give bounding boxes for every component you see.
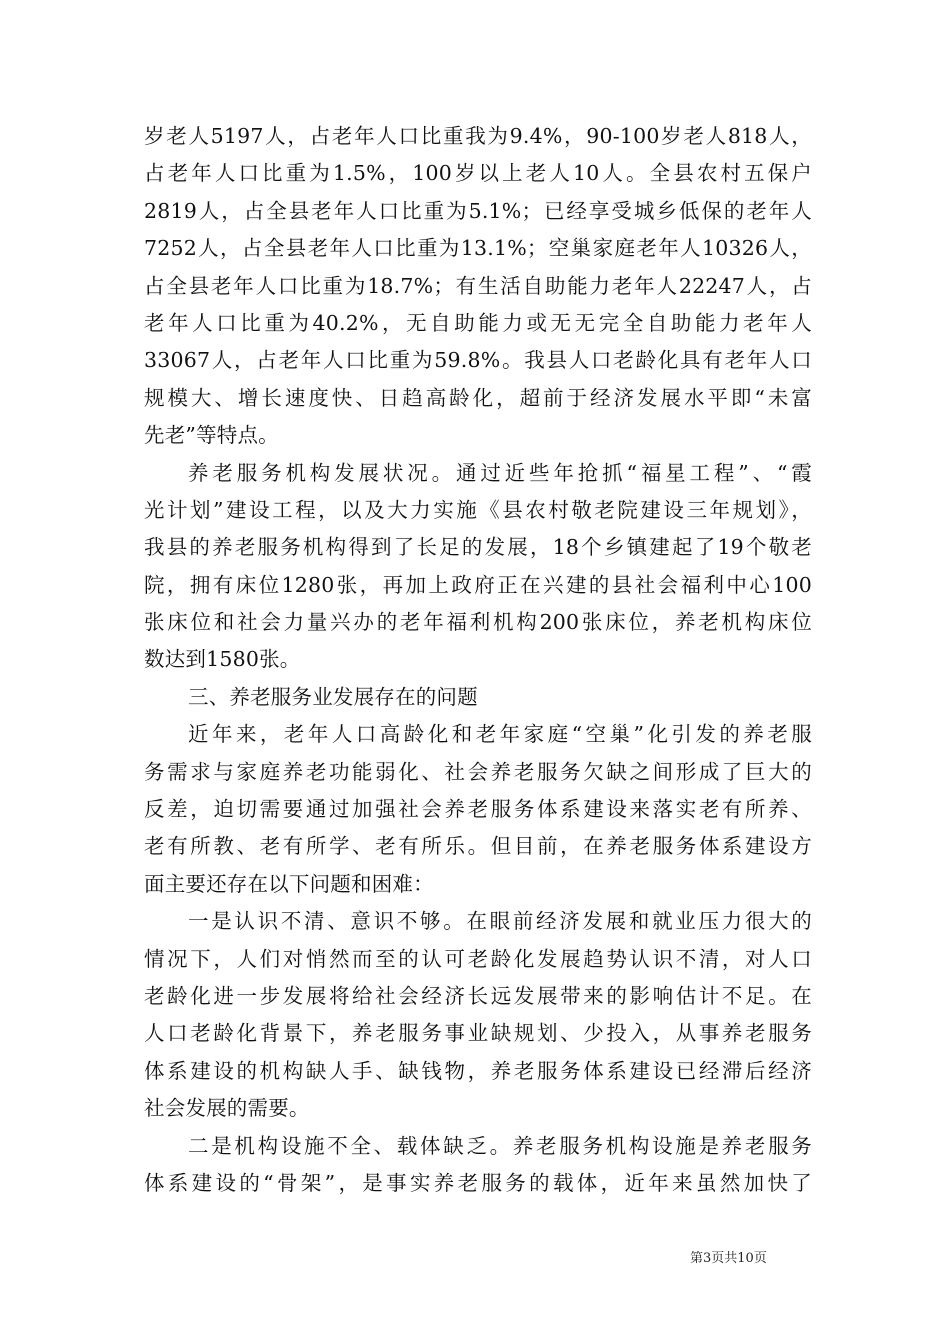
- section-heading: 三、养老服务业发展存在的问题: [188, 684, 478, 709]
- text-line: 占全县老年人口比重为18.7%；有生活自助能力老年人22247人，占: [144, 273, 812, 298]
- paragraph-first-line: 养老服务机构发展状况。通过近些年抢抓“福星工程”、“霞: [188, 460, 812, 485]
- page-number-footer: 第3页共10页: [690, 1251, 767, 1266]
- text-line: 老有所教、老有所学、老有所乐。但目前，在养老服务体系建设方: [144, 834, 812, 859]
- text-line: 体系建设的机构缺人手、缺钱物，养老服务体系建设已经滞后经济: [144, 1058, 812, 1083]
- text-line: 张床位和社会力量兴办的老年福利机构200张床位，养老机构床位: [144, 610, 812, 635]
- text-line: 社会发展的需要。: [144, 1096, 310, 1121]
- text-line: 岁老人5197人，占老年人口比重我为9.4%，90-100岁老人818人，: [144, 124, 812, 148]
- text-line: 面主要还存在以下问题和困难：: [144, 871, 434, 896]
- text-line: 反差，迫切需要通过加强社会养老服务体系建设来落实老有所养、: [144, 797, 812, 822]
- text-line: 光计划”建设工程，以及大力实施《县农村敬老院建设三年规划》，: [144, 497, 812, 522]
- paragraph-first-line: 二是机构设施不全、载体缺乏。养老服务机构设施是养老服务: [188, 1133, 812, 1158]
- text-line: 老龄化进一步发展将给社会经济长远发展带来的影响估计不足。在: [144, 983, 812, 1008]
- paragraph-first-line: 一是认识不清、意识不够。在眼前经济发展和就业压力很大的: [188, 909, 812, 934]
- text-line: 先老”等特点。: [144, 423, 279, 448]
- text-line: 务需求与家庭养老功能弱化、社会养老服务欠缺之间形成了巨大的: [144, 759, 812, 784]
- body-text: [144, 118, 812, 1202]
- paragraph-first-line: 近年来，老年人口高龄化和老年家庭“空巢”化引发的养老服: [188, 722, 812, 747]
- text-line: 老年人口比重为40.2%，无自助能力或无无完全自助能力老年人: [144, 310, 812, 335]
- text-line: 33067人，占老年人口比重为59.8%。我县人口老龄化具有老年人口: [144, 348, 812, 373]
- text-line: 人口老龄化背景下，养老服务事业缺规划、少投入，从事养老服务: [144, 1021, 812, 1046]
- text-line: 2819人，占全县老年人口比重为5.1%；已经享受城乡低保的老年人: [144, 198, 812, 223]
- text-line: 院，拥有床位1280张，再加上政府正在兴建的县社会福利中心100: [144, 572, 812, 597]
- text-line: 情况下，人们对悄然而至的认可老龄化发展趋势认识不清，对人口: [144, 946, 812, 971]
- text-line: 体系建设的“骨架”，是事实养老服务的载体，近年来虽然加快了: [144, 1170, 812, 1195]
- text-line: 规模大、增长速度快、日趋高龄化，超前于经济发展水平即“未富: [144, 385, 812, 410]
- text-line: 我县的养老服务机构得到了长足的发展，18个乡镇建起了19个敬老: [144, 535, 812, 560]
- text-line: 占老年人口比重为1.5%，100岁以上老人10人。全县农村五保户: [144, 161, 812, 186]
- text-line: 数达到1580张。: [144, 647, 301, 672]
- text-line: 7252人，占全县老年人口比重为13.1%；空巢家庭老年人10326人，: [144, 236, 812, 261]
